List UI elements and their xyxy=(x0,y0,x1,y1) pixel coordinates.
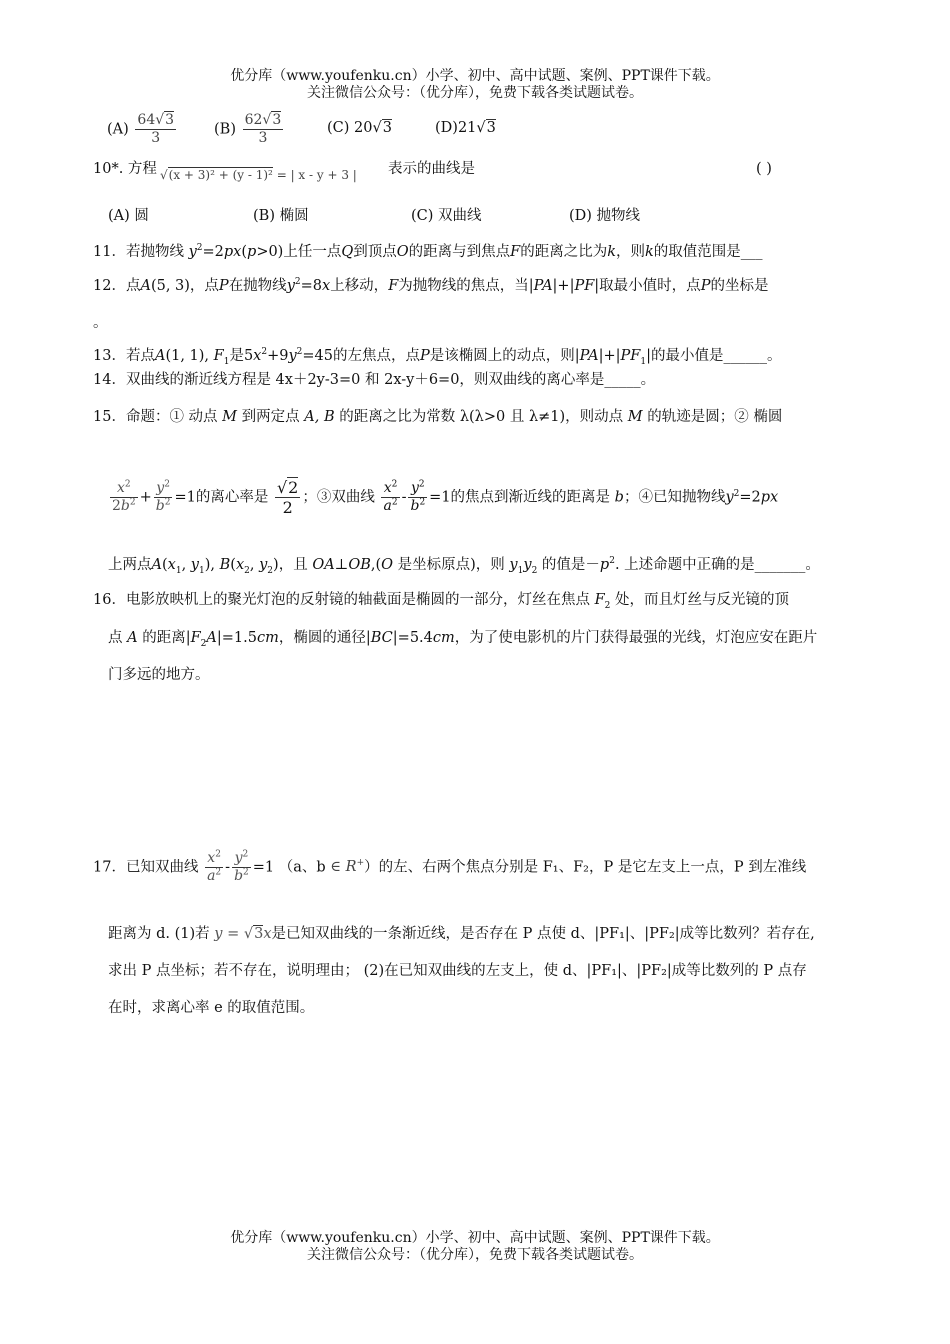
q11: 11．若抛物线 $y^2=2px(p>0)$上任一点Q到顶点O的距离与到焦点F的距离之比为k，则k的取值范围是___ xyxy=(93,243,763,260)
q17-line-1: 17．已知双曲线 $\frac{x^2}{a^2}$ - $\frac{y^2}{b^2}$ =1 （a、b ∈ R+）的左、右两个焦点分别是 F₁、F₂，P 是它左支上一点，P 到左准线 xyxy=(93,849,807,884)
header-line-2: 关注微信公众号：（优分库），免费下载各类试题试卷。 xyxy=(307,85,643,101)
q15-line-3: 上两点$A(x_1$, $y_1$), $B(x_2$, $y_2$)，且 OA⊥OB,(O 是坐标原点)，则 $y_1y_2$ 的值是$-p^2$. 上述命题中正确的是_______。 xyxy=(108,556,820,576)
q9-option-b: (B) $\frac{62√3}{3}$ xyxy=(214,112,282,146)
q10-option-b: (B) 椭圆 xyxy=(253,208,309,224)
footer-line-1: 优分库（www.youfenku.cn）小学、初中、高中试题、案例、PPT课件下载。 xyxy=(230,1230,720,1246)
footer-line-2: 关注微信公众号：（优分库），免费下载各类试题试卷。 xyxy=(307,1247,643,1263)
q10-equation: √(x + 3)² + (y - 1)² = | x - y + 3 | xyxy=(160,168,357,182)
q15-line-2: $\frac{x^2}{2b^2}$ + $\frac{y^2}{b^2}$ =1的离心率是 $\frac{√2}{2}$ ；③双曲线 $\frac{x^2}{a^2}$ - $\frac{y^2}{b^2}$ =1的焦点到渐近线的距离是 b；④已知抛物线$y^2=2px$ xyxy=(112,478,779,518)
q10-option-c: (C) 双曲线 xyxy=(411,208,482,224)
q12-continuation: 。 xyxy=(93,315,108,331)
q10-stem: 10*. 方程 xyxy=(93,161,157,177)
q12: 12．点A(5, 3)，点P在抛物线$y^2=8x$上移动，F为抛物线的焦点，当|PA|+|PF|取最小值时，点P的坐标是 xyxy=(93,277,769,294)
q9-option-a: (A) $\frac{64√3}{3}$ xyxy=(107,112,175,146)
q10-option-a: (A) 圆 xyxy=(108,208,149,224)
q16-line-2: 点 A 的距离$|F_2A|=1.5cm$，椭圆的通径|BC|=5.4cm，为了使电影机的片门获得最强的光线，灯泡应安在距片 xyxy=(108,630,818,649)
q13: 13．若点A(1, 1), $F_1$是$5x^2+9y^2=45$的左焦点，点P是该椭圆上的动点，则$|PA|+|PF_1|$的最小值是______。 xyxy=(93,347,782,367)
q17-line-3: 求出 P 点坐标；若不存在，说明理由； (2)在已知双曲线的左支上，使 d、|PF₁|、|PF₂|成等比数列的 P 点存 xyxy=(108,963,807,979)
q15-line-1: 15．命题：① 动点 M 到两定点 A, B 的距离之比为常数 λ(λ>0 且 λ≠1)，则动点 M 的轨迹是圆；② 椭圆 xyxy=(93,409,783,425)
q10-tail: 表示的曲线是 xyxy=(388,161,475,177)
q14: 14．双曲线的渐近线方程是 4x＋2y-3=0 和 2x-y＋6=0，则双曲线的离心率是_____。 xyxy=(93,372,656,388)
q9-option-d: (D)21√3 xyxy=(435,120,496,136)
header-line-1: 优分库（www.youfenku.cn）小学、初中、高中试题、案例、PPT课件下载。 xyxy=(230,68,720,84)
q9-option-c: (C) 20√3 xyxy=(327,120,392,136)
q16-line-3: 门多远的地方。 xyxy=(108,667,210,683)
q10-answer-paren: ( ) xyxy=(756,161,772,177)
q16-line-1: 16．电影放映机上的聚光灯泡的反射镜的轴截面是椭圆的一部分，灯丝在焦点 $F_2$ 处，而且灯丝与反光镜的顶 xyxy=(93,592,789,611)
q10-option-d: (D) 抛物线 xyxy=(569,208,641,224)
q17-line-2: 距离为 d. (1)若 y = √3x是已知双曲线的一条渐近线，是否存在 P 点使 d、|PF₁|、|PF₂|成等比数列？若存在, xyxy=(108,926,815,942)
q17-line-4: 在时，求离心率 e 的取值范围。 xyxy=(108,1000,315,1016)
